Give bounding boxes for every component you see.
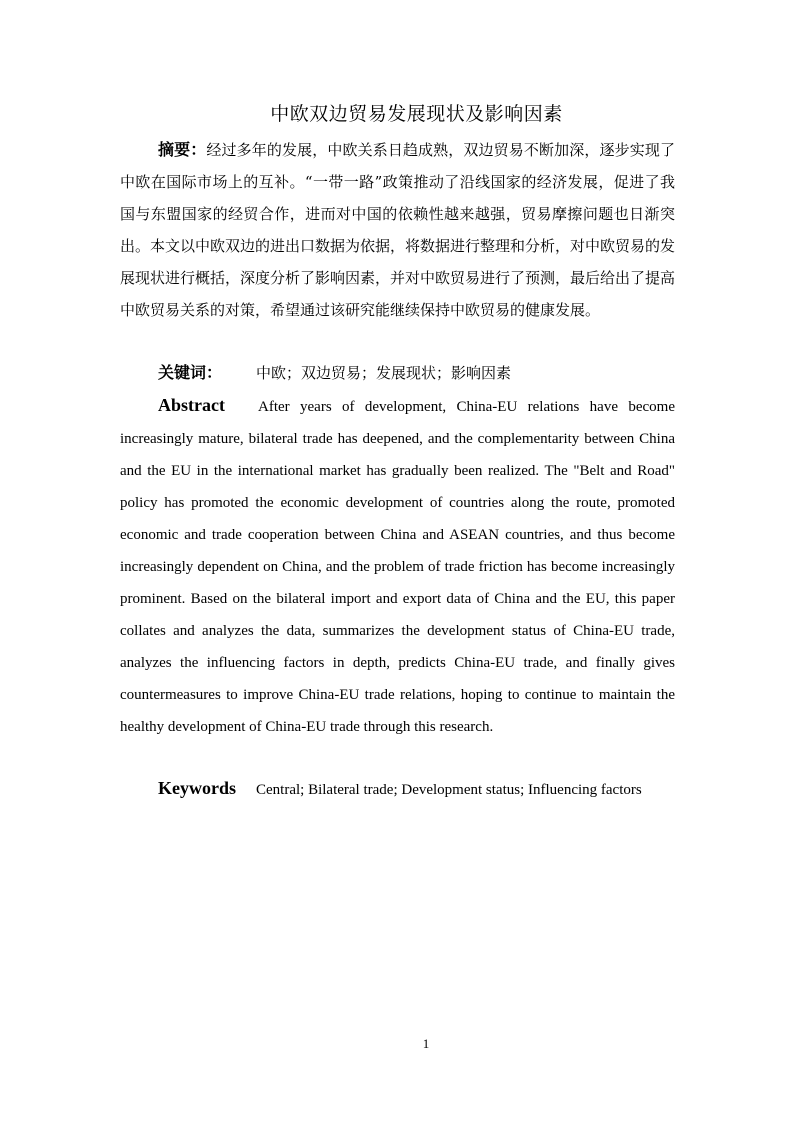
chinese-abstract-label: 摘要： — [158, 140, 207, 159]
document-title: 中欧双边贸易发展现状及影响因素 — [270, 103, 563, 125]
chinese-keywords — [158, 358, 678, 388]
chinese-abstract-text: 经过多年的发展，中欧关系日趋成熟，双边贸易不断加深，逐步实现了中欧在国际市场上的互补。“一带一路”政策推动了沿线国家的经济发展，促进了我国与东盟国家的经贸合作，进而对中国的依赖性越来越强，贸易摩擦问题也日渐突出。本文以中欧双边的进出口数据为依据，将数据进行整理和分析，对中欧贸易的发展现状进行概括，深度分析了影响因素，并对中欧贸易进行了预测，最后给出了提高中欧贸易关系的对策，希望通过该研究能继续保持中欧贸易的健康发展。 — [120, 141, 676, 319]
english-abstract-text: After years of development, China-EU relations have become increasingly mature, bilateral trade has deepened, and the complementarity between China and the EU in the international market has gradually been realized. The "Belt and Road" policy has promoted the economic development of countries along the route, promoted economic and trade cooperation between China and ASEAN countries, and thus become increasingly dependent on China, and the problem of trade friction has become increasingly prominent. Based on the bilateral import and export data of China and the EU, this paper collates and analyzes the data, summarizes the development status of China-EU trade, analyzes the influencing factors in depth, predicts China-EU trade, and finally gives countermeasures to improve China-EU trade relations, hoping to continue to maintain the healthy development of China-EU trade through this research. — [120, 399, 675, 735]
chinese-keywords-text: 中欧；双边贸易；发展现状；影响因素 — [256, 364, 512, 382]
chinese-keywords-label: 关键词： — [158, 363, 223, 382]
page-number: 1 — [422, 1036, 430, 1051]
chinese-abstract — [120, 134, 675, 326]
english-keywords-text: Central; Bilateral trade; Development status; Influencing factors — [256, 782, 642, 798]
english-keywords-label: Keywords — [158, 778, 236, 798]
english-abstract — [120, 389, 675, 743]
english-abstract-label: Abstract — [158, 395, 225, 415]
english-keywords — [158, 773, 698, 805]
